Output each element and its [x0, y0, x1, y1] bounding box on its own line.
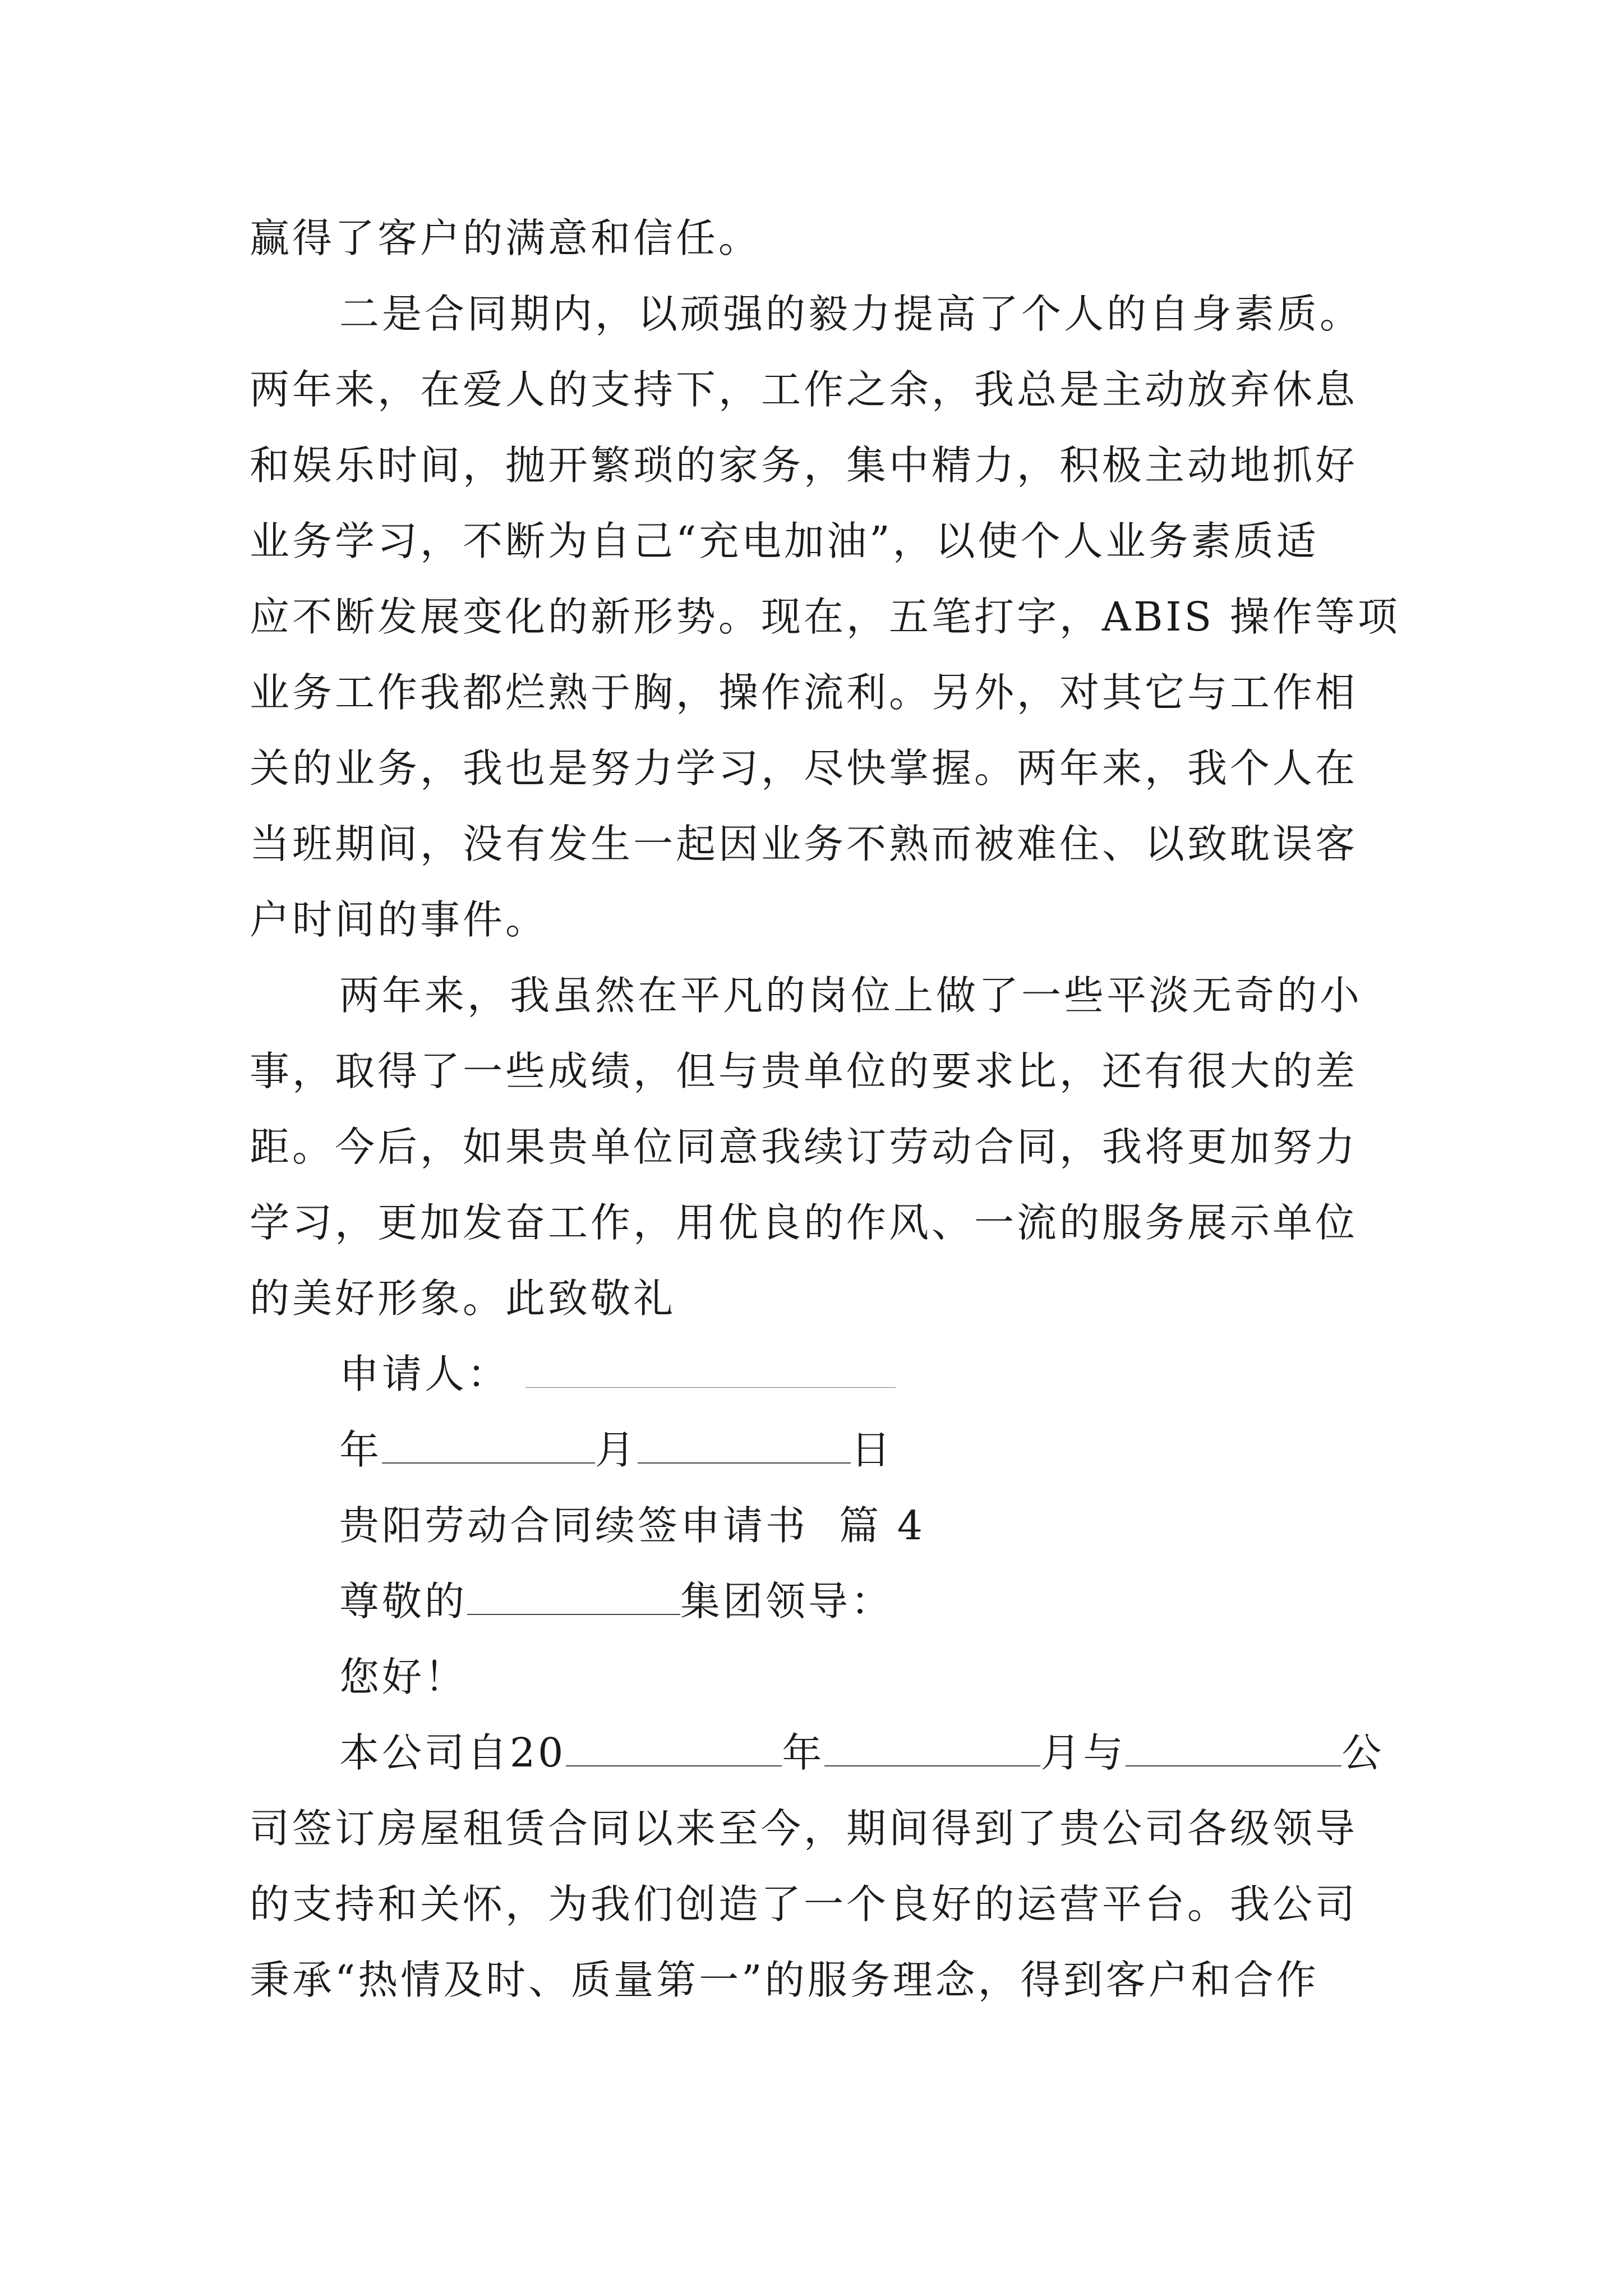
applicant-blank-field[interactable] — [525, 1351, 896, 1388]
para4-company-end: 公 — [1341, 1729, 1385, 1776]
text-line: 司签订房屋租赁合同以来至今，期间得到了贵公司各级领导 — [250, 1805, 1358, 1852]
text-line: 的支持和关怀，为我们创造了一个良好的运营平台。我公司 — [250, 1881, 1358, 1927]
text-line: 学习，更加发奋工作，用优良的作风、一流的服务展示单位 — [250, 1199, 1358, 1246]
para4-start: 本公司自20 — [339, 1729, 566, 1776]
text-line: 户时间的事件。 — [250, 896, 548, 943]
text-line: 的美好形象。此致敬礼 — [250, 1275, 676, 1322]
text-line: 应不断发展变化的新形势。现在，五笔打字，ABIS 操作等项 — [250, 593, 1400, 640]
month-blank-field[interactable] — [638, 1427, 851, 1464]
company-blank-field[interactable] — [1126, 1729, 1341, 1766]
month-blank-field[interactable] — [824, 1729, 1040, 1766]
section-title: 贵阳劳动合同续签申请书 篇 4 — [339, 1502, 925, 1549]
text-line: 秉承“热情及时、质量第一”的服务理念，得到客户和合作 — [250, 1957, 1319, 2003]
text-line: 两年来，在爱人的支持下，工作之余，我总是主动放弃休息 — [250, 366, 1358, 413]
text-line: 业务工作我都烂熟于胸，操作流利。另外，对其它与工作相 — [250, 669, 1358, 716]
text-line: 业务学习，不断为自己“充电加油”，以使个人业务素质适 — [250, 518, 1319, 564]
text-line: 距。今后，如果贵单位同意我续订劳动合同，我将更加努力 — [250, 1124, 1358, 1170]
text-line: 当班期间，没有发生一起因业务不熟而被难住、以致耽误客 — [250, 821, 1358, 867]
day-label: 日 — [851, 1427, 894, 1473]
greeting: 您好！ — [339, 1654, 468, 1700]
text-line: 和娱乐时间，抛开繁琐的家务，集中精力，积极主动地抓好 — [250, 442, 1358, 489]
salutation-suffix: 集团领导： — [680, 1578, 894, 1625]
text-line: 关的业务，我也是努力学习，尽快掌握。两年来，我个人在 — [250, 745, 1358, 792]
para4-year: 年 — [782, 1729, 825, 1776]
year-label: 年 — [339, 1427, 382, 1473]
applicant-signature-line — [339, 1349, 896, 1400]
text-line: 两年来，我虽然在平凡的岗位上做了一些平淡无奇的小 — [339, 972, 1363, 1019]
salutation-line — [339, 1576, 893, 1627]
salutation-prefix: 尊敬的 — [339, 1578, 468, 1625]
text-line-with-blanks — [339, 1728, 1384, 1778]
para4-month-with: 月与 — [1040, 1729, 1126, 1776]
text-line: 事，取得了一些成绩，但与贵单位的要求比，还有很大的差 — [250, 1048, 1358, 1094]
year-blank-field[interactable] — [382, 1427, 595, 1464]
text-line: 赢得了客户的满意和信任。 — [250, 215, 762, 261]
year-blank-field[interactable] — [566, 1729, 782, 1766]
applicant-label: 申请人： — [339, 1351, 510, 1397]
text-line: 二是合同期内，以顽强的毅力提高了个人的自身素质。 — [339, 291, 1363, 337]
month-label: 月 — [595, 1427, 638, 1473]
date-line — [339, 1425, 893, 1475]
group-name-blank-field[interactable] — [467, 1578, 680, 1615]
